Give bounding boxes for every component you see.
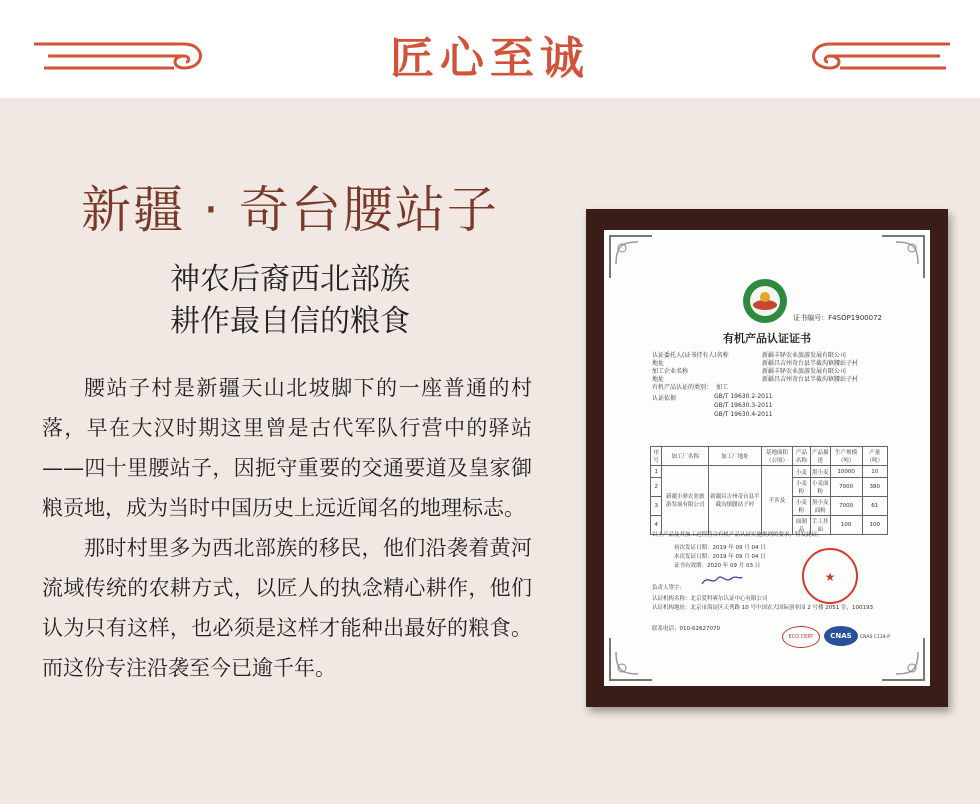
- corner-ornament-icon: [880, 234, 926, 280]
- header-banner: [0, 0, 980, 98]
- signature-icon: [700, 572, 744, 588]
- certificate-table: [650, 446, 888, 535]
- cert-field: 加工企业名称 新疆丰驿农业旅游发展有限公司: [652, 368, 847, 375]
- table-row: 2 小麦粉 小麦面粉 7000 380: [651, 478, 888, 497]
- organic-product-logo-icon: [742, 278, 788, 324]
- hero-title: 新疆 · 奇台腰站子: [81, 181, 499, 239]
- official-seal-icon: ★: [802, 548, 858, 604]
- certificate-number: 证书编号：F4SOP1900072: [793, 314, 882, 322]
- cert-field: 地址 新疆昌吉州奇台县半截沟镇腰站子村: [652, 376, 859, 383]
- current-issue-date: 本次发证日期：2019 年 09 月 04 日: [674, 554, 766, 560]
- cert-org-address: 认证机构地址：北京市海淀区天秀路 10 号中国农大国际创业园 2 号楼 2051 室，100193: [652, 605, 873, 611]
- table-row: 1 新疆丰驿农业旅游发展有限公司 新疆昌吉州奇台县半截沟镇腰站子村 不涉及 小麦 黑小麦 10000 10: [651, 466, 888, 478]
- ecocert-logo: ECO CERT: [782, 626, 820, 648]
- right-scroll-ornament-icon: [800, 38, 950, 82]
- intro-paragraph-1: 腰站子村是新疆天山北坡脚下的一座普通的村落，早在大汉时期这里曾是古代军队行营中的驿站——四十里腰站子，因扼守重要的交通要道及皇家御粮贡地，成为当时中国历史上远近闻名的地理标志。: [42, 376, 532, 520]
- cert-field: 有机产品认证的类别： 加工: [652, 384, 729, 391]
- first-issue-date: 初次发证日期：2019 年 09 月 04 日: [674, 545, 766, 551]
- cert-basis: GB/T 19630.2-2011: [714, 393, 773, 400]
- cnas-code: CNAS C134-P: [860, 635, 890, 640]
- hero-subtitle-line1: 神农后裔西北部族: [170, 262, 410, 297]
- corner-ornament-icon: [608, 636, 654, 682]
- cert-basis: GB/T 19630.4-2011: [714, 411, 773, 418]
- corner-ornament-icon: [608, 234, 654, 280]
- certificate-title: 有机产品认证证书: [723, 332, 811, 345]
- signer-label: 负责人签字：: [652, 585, 686, 591]
- intro-paragraph-2: 那时村里多为西北部族的移民，他们沿袭着黄河流域传统的农耕方式，以匠人的执念精心耕作，他们认为只有这样，也必须是这样才能种出最好的粮食。而这份专注沿袭至今已逾千年。: [42, 536, 532, 680]
- header-title: 匠心至诚: [390, 33, 590, 84]
- cert-phone: 联系电话：010-62627070: [652, 626, 720, 632]
- cert-field: 地址 新疆昌吉州奇台县半截沟镇腰站子村: [652, 360, 859, 367]
- cert-org-name: 认证机构名称：北京爱科赛尔认证中心有限公司: [652, 596, 768, 602]
- cnas-logo: CNAS: [824, 626, 858, 646]
- corner-ornament-icon: [880, 636, 926, 682]
- hero-subtitle-line2: 耕作最自信的粮食: [170, 304, 410, 339]
- cert-basis-label: 认证依据: [652, 395, 677, 402]
- cert-basis: GB/T 19630.3-2011: [714, 402, 773, 409]
- intro-text: [42, 368, 532, 688]
- table-row: 3 小麦粉 黑小麦面粉 7000 61: [651, 497, 888, 516]
- table-header-row: 序号 加工厂名称 加工厂地址 基地面积（公顷） 产品名称 产品描述 生产规模（吨） 产量（吨）: [651, 447, 888, 466]
- table-row: 4 面制品 手工挂面 100 100: [651, 516, 888, 535]
- certificate-frame: [586, 209, 948, 707]
- certificate-statement: 以上产品及其加工过程符合有机产品认证实施规则的要求，特发此证。: [652, 532, 823, 538]
- valid-until-date: 证书有效期：2020 年 09 月 03 日: [674, 563, 761, 569]
- organic-certificate: [604, 230, 930, 686]
- cert-field: 认证委托人(证书持有人)名称 新疆丰驿农业旅游发展有限公司: [652, 352, 847, 359]
